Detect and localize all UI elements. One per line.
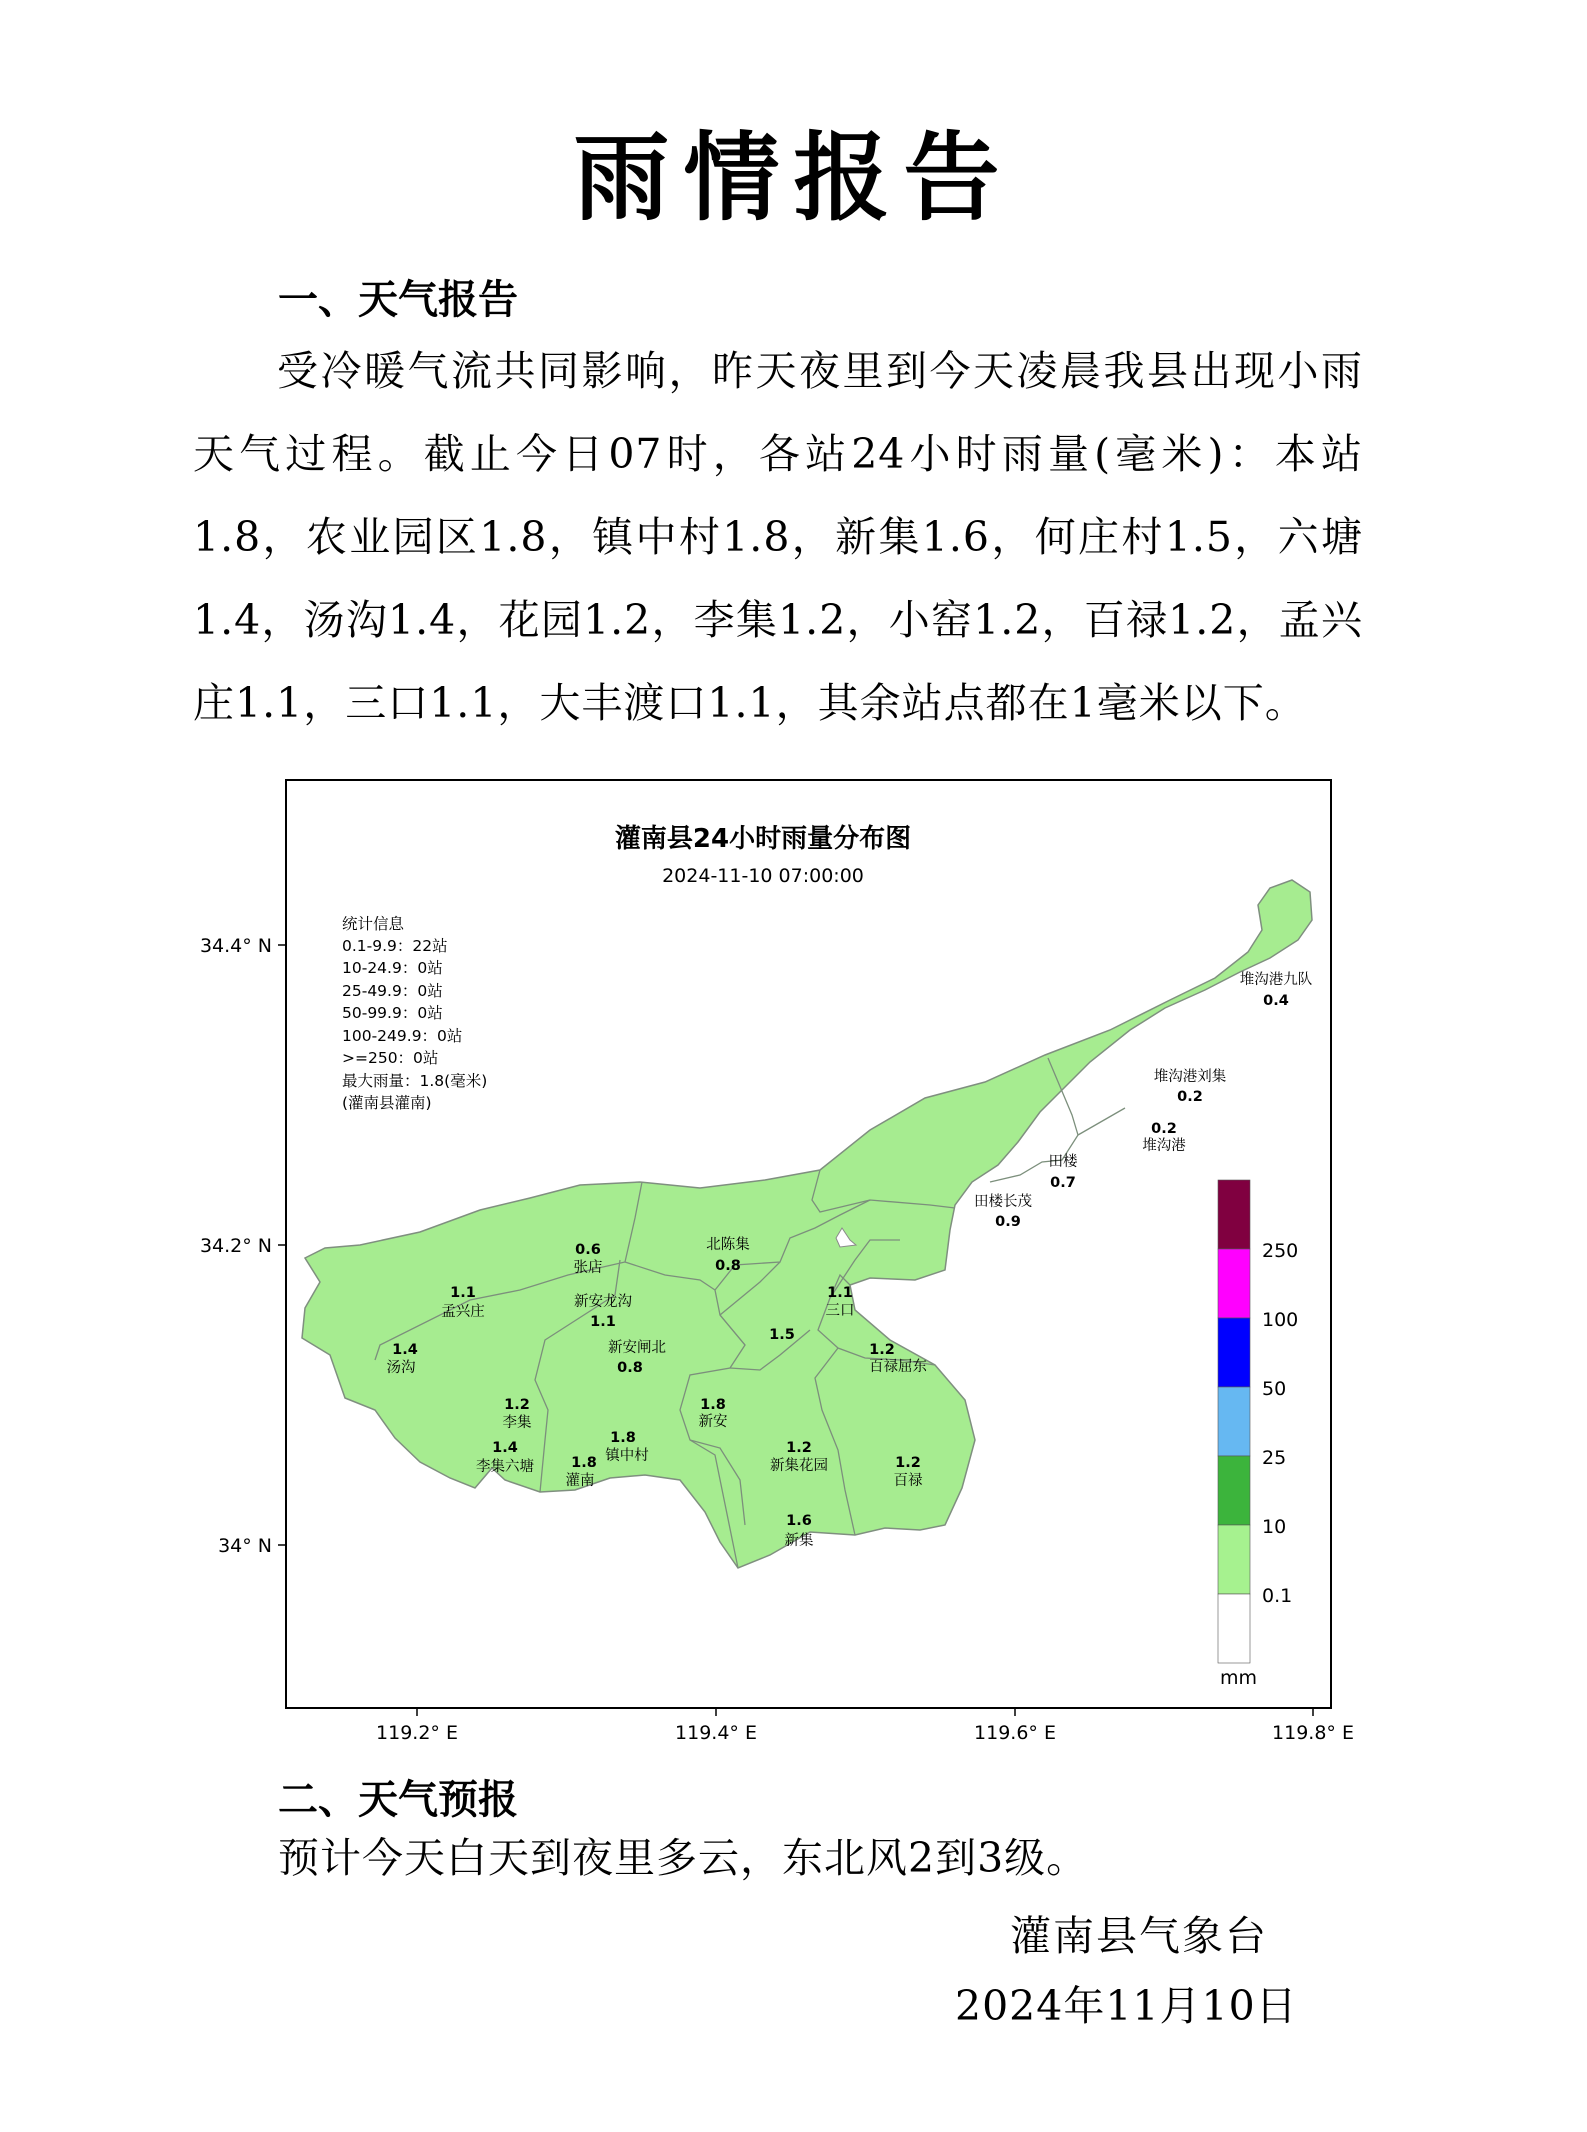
station-name: 田楼	[1048, 1154, 1078, 1170]
station-value: 0.7	[1050, 1175, 1076, 1191]
legend-swatch	[1218, 1180, 1250, 1249]
station-value: 1.1	[827, 1285, 853, 1301]
station-name: 张店	[573, 1260, 603, 1276]
station-name: 新安龙沟	[574, 1294, 632, 1310]
station-name: 北陈集	[706, 1237, 750, 1253]
stats-line: 100-249.9：0站	[342, 1027, 463, 1045]
station-value: 1.1	[450, 1285, 476, 1301]
legend-swatch	[1218, 1387, 1250, 1456]
station-value: 1.6	[786, 1513, 812, 1529]
station-value: 1.8	[700, 1397, 726, 1413]
signature-organization: 灌南县气象台	[1010, 1912, 1268, 1960]
lon-tick-label: 119.8° E	[1272, 1722, 1354, 1744]
legend-tick-label: 100	[1262, 1309, 1299, 1331]
station-value: 1.5	[769, 1327, 795, 1343]
legend-tick-label: 25	[1262, 1447, 1287, 1469]
section-weather-report-heading: 一、天气报告	[278, 277, 518, 323]
lon-tick-label: 119.2° E	[376, 1722, 458, 1744]
station-name: 灌南	[565, 1473, 595, 1489]
stats-heading: 统计信息	[342, 915, 405, 933]
lon-tick-label: 119.4° E	[675, 1722, 757, 1744]
legend-unit: mm	[1220, 1667, 1258, 1689]
station-value: 1.8	[571, 1455, 597, 1471]
legend-swatch	[1218, 1525, 1250, 1594]
station-name: 新集花园	[770, 1458, 828, 1474]
document-title: 雨情报告	[573, 122, 1014, 234]
station-value: 1.2	[895, 1455, 921, 1471]
station-value: 1.2	[786, 1440, 812, 1456]
station-value: 1.8	[610, 1430, 636, 1446]
station-value: 1.2	[869, 1342, 895, 1358]
station-name: 田楼长茂	[974, 1194, 1032, 1210]
stats-line: 25-49.9：0站	[342, 982, 443, 1000]
stats-line: 0.1-9.9：22站	[342, 937, 448, 955]
station-value: 0.8	[617, 1360, 643, 1376]
legend-swatch	[1218, 1249, 1250, 1318]
rainfall-map-figure	[199, 770, 1354, 1750]
legend-swatch	[1218, 1318, 1250, 1387]
station-name: 孟兴庄	[441, 1304, 485, 1320]
lon-tick-label: 119.6° E	[974, 1722, 1056, 1744]
station-name: 百禄屈东	[869, 1359, 927, 1375]
forecast-paragraph: 预计今天白天到夜里多云，东北风2到3级。	[278, 1834, 1089, 1882]
station-name: 堆沟港刘集	[1153, 1069, 1227, 1085]
legend-tick-label: 0.1	[1262, 1585, 1293, 1607]
latitude-axis	[200, 935, 286, 1557]
station-name: 百禄	[893, 1473, 923, 1489]
legend-tick-label: 50	[1262, 1378, 1287, 1400]
lat-tick-label: 34.4° N	[199, 935, 272, 957]
stats-line: 50-99.9：0站	[342, 1004, 443, 1022]
station-name: 镇中村	[605, 1448, 649, 1464]
station-name: 新安闸北	[608, 1340, 666, 1356]
station-name: 三口	[825, 1303, 855, 1319]
station-value: 0.8	[715, 1258, 741, 1274]
stats-line: >=250：0站	[342, 1049, 439, 1067]
station-value: 0.9	[995, 1214, 1021, 1230]
station-name: 汤沟	[386, 1360, 416, 1376]
station-value: 0.4	[1263, 993, 1289, 1009]
station-value: 1.4	[392, 1342, 418, 1358]
longitude-axis	[376, 1708, 1354, 1744]
stats-line: 最大雨量：1.8(毫米)	[342, 1072, 488, 1090]
stats-line: 10-24.9：0站	[342, 959, 443, 977]
station-value: 1.4	[492, 1440, 518, 1456]
legend-tick-label: 10	[1262, 1516, 1287, 1538]
station-value: 0.2	[1151, 1121, 1177, 1137]
station-value: 1.2	[504, 1397, 530, 1413]
station-value: 0.2	[1177, 1089, 1203, 1105]
map-datetime: 2024-11-10 07:00:00	[662, 865, 864, 887]
legend-swatch	[1218, 1456, 1250, 1525]
signature-date: 2024年11月10日	[955, 1982, 1298, 2030]
station-name: 李集	[502, 1415, 532, 1431]
weather-report-paragraph: 受冷暖气流共同影响，昨天夜里到今天凌晨我县出现小雨天气过程。截止今日07时，各站24小时雨量(毫米)：本站1.8，农业园区1.8，镇中村1.8，新集1.6，何庄村1.5，六塘1.4，汤沟1.4，花园1.2，李集1.2，小窑1.2，百禄1.2，孟兴庄1.1，三口1.1，大丰渡口1.1，其余站点都在1毫米以下。	[193, 347, 1363, 727]
station-name: 新安	[698, 1414, 728, 1430]
lat-tick-label: 34.2° N	[199, 1235, 272, 1257]
map-title: 灌南县24小时雨量分布图	[614, 824, 912, 854]
station-name: 李集六塘	[476, 1459, 534, 1475]
stats-line: (灌南县灌南)	[342, 1094, 432, 1112]
station-name: 堆沟港九队	[1239, 972, 1313, 988]
station-name: 堆沟港	[1142, 1138, 1186, 1154]
section-forecast-heading: 二、天气预报	[278, 1777, 518, 1823]
legend-swatch	[1218, 1594, 1250, 1663]
station-name: 新集	[784, 1533, 814, 1549]
legend-tick-label: 250	[1262, 1240, 1299, 1262]
station-value: 0.6	[575, 1242, 601, 1258]
station-value: 1.1	[590, 1314, 616, 1330]
lat-tick-label: 34° N	[218, 1535, 272, 1557]
